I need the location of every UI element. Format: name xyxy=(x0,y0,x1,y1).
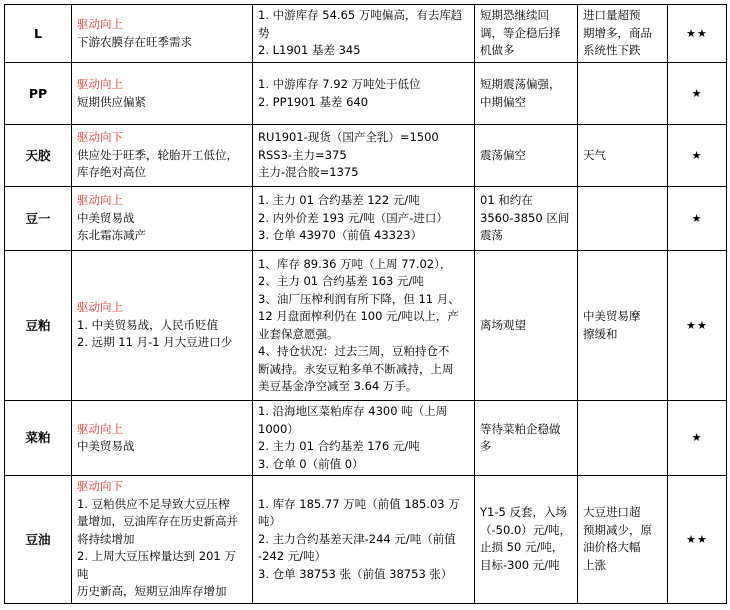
view-cell xyxy=(475,63,578,125)
risk-line: 进口量超预 xyxy=(583,8,641,23)
data-line: 1. 中游库存 7.92 万吨处于低位 xyxy=(258,77,421,91)
data-line: 业套保意愿强。 xyxy=(258,326,339,341)
data-line: 2. 内外价差 193 元/吨（国产-进口） xyxy=(258,210,448,225)
data-line: 2. L1901 基差 345 xyxy=(258,43,361,58)
driver-cell xyxy=(72,63,253,125)
data-line: 势 xyxy=(258,25,270,40)
table-row xyxy=(5,5,727,63)
view-line: 离场观望 xyxy=(480,317,526,332)
data-line: 2. 主力 01 合约基差 176 元/吨 xyxy=(258,439,420,453)
table-row xyxy=(5,251,727,401)
driver-direction: 驱动向上 xyxy=(77,17,123,31)
table-row xyxy=(5,401,727,476)
risk-cell xyxy=(578,5,668,63)
data-cell xyxy=(253,476,475,604)
view-line: 01 和约在 xyxy=(480,193,533,208)
table-row xyxy=(5,476,727,604)
risk-cell xyxy=(578,63,668,125)
commodity-name: 豆一 xyxy=(5,187,72,251)
risk-line: 天气 xyxy=(583,147,606,162)
data-line: 12 月盘面榨利仍在 100 元/吨以上，产 xyxy=(258,309,459,323)
view-cell xyxy=(475,125,578,187)
commodity-name: PP xyxy=(5,63,72,125)
risk-line: 擦缓和 xyxy=(583,326,618,341)
risk-line: 大豆进口超 xyxy=(583,505,641,520)
data-line: 1. 中游库存 54.65 万吨偏高，有去库趋 xyxy=(258,8,463,23)
data-line: 2、主力 01 合约基差 163 元/吨 xyxy=(258,274,424,288)
rating-stars: ★★ xyxy=(668,5,727,63)
data-cell xyxy=(253,187,475,251)
view-line: 目标-300 元/吨 xyxy=(480,557,560,572)
view-cell xyxy=(475,476,578,604)
data-line: 1. 沿海地区菜粕库存 4300 吨（上周 xyxy=(258,404,448,418)
view-line: 等待菜粕企稳做 xyxy=(480,421,561,436)
data-line: 断减持。永安豆粕多单不断减持，上周 xyxy=(258,361,454,376)
data-line: 3. 仓单 0（前值 0） xyxy=(258,456,364,471)
view-line: 中期偏空 xyxy=(480,94,526,109)
driver-line: 供应处于旺季，轮胎开工低位， xyxy=(77,147,238,162)
data-line: -242 元/吨） xyxy=(258,549,327,563)
data-line: 美豆基金净空减至 3.64 万手。 xyxy=(258,379,418,393)
data-line: 2. 主力合约基差天津-244 元/吨（前值 xyxy=(258,531,456,546)
risk-cell xyxy=(578,125,668,187)
driver-cell xyxy=(72,5,253,63)
rating-stars: ★★ xyxy=(668,476,727,604)
view-line: 震荡偏空 xyxy=(480,147,526,162)
driver-line: 1. 豆粕供应不足导致大豆压榨 xyxy=(77,496,230,511)
driver-direction: 驱动向下 xyxy=(77,130,123,145)
rating-stars: ★ xyxy=(668,63,727,125)
rating-stars: ★ xyxy=(668,187,727,251)
view-line: 短期恐继续回 xyxy=(480,8,549,23)
risk-line: 油价格大幅 xyxy=(583,540,641,555)
driver-line: 中美贸易战 xyxy=(77,210,135,225)
risk-line: 中美贸易摩 xyxy=(583,309,641,323)
data-line: 3、油厂压榨利润有所下降，但 11 月、 xyxy=(258,291,460,306)
rating-stars: ★ xyxy=(668,401,727,476)
data-line: 3. 仓单 38753 张（前值 38753 张） xyxy=(258,566,453,581)
data-cell xyxy=(253,251,475,401)
driver-line: 1. 中美贸易战，人民币贬值 xyxy=(77,317,219,332)
view-line: 短期震荡偏强， xyxy=(480,77,561,91)
view-line: Y1-5 反套，入场 xyxy=(480,505,567,520)
commodity-name: 豆粕 xyxy=(5,251,72,401)
commodity-name: 菜粕 xyxy=(5,401,72,476)
view-line: 调，等企稳后择 xyxy=(480,25,561,40)
driver-line: 中美贸易战 xyxy=(77,439,135,453)
driver-line: 下游农膜存在旺季需求 xyxy=(77,34,192,49)
view-line: 多 xyxy=(480,439,492,453)
data-line: 1000） xyxy=(258,421,299,436)
risk-line: 上涨 xyxy=(583,557,606,572)
data-line: 2. PP1901 基差 640 xyxy=(258,94,369,109)
risk-cell xyxy=(578,401,668,476)
data-line: 3. 仓单 43970（前值 43323） xyxy=(258,228,423,243)
data-cell xyxy=(253,401,475,476)
data-cell xyxy=(253,125,475,187)
driver-line: 量增加，豆油库存在历史新高并 xyxy=(77,514,238,528)
table-row xyxy=(5,63,727,125)
data-line: RU1901-现货（国产全乳）=1500 xyxy=(258,130,439,145)
driver-line: 库存绝对高位 xyxy=(77,165,146,180)
risk-line: 系统性下跌 xyxy=(583,43,641,58)
view-line: （-50.0）元/吨， xyxy=(480,522,572,537)
driver-direction: 驱动向下 xyxy=(77,479,123,493)
table-row xyxy=(5,125,727,187)
commodity-name: 天胶 xyxy=(5,125,72,187)
data-line: 主力-混合胶=1375 xyxy=(258,165,359,180)
data-cell xyxy=(253,5,475,63)
driver-cell xyxy=(72,401,253,476)
driver-direction: 驱动向上 xyxy=(77,193,123,208)
risk-line: 期增多，商品 xyxy=(583,25,652,40)
driver-cell xyxy=(72,476,253,604)
driver-line: 短期供应偏紧 xyxy=(77,94,146,109)
driver-line: 东北霜冻减产 xyxy=(77,228,146,243)
risk-cell xyxy=(578,251,668,401)
view-cell xyxy=(475,187,578,251)
driver-cell xyxy=(72,187,253,251)
view-cell xyxy=(475,401,578,476)
table-row xyxy=(5,187,727,251)
risk-cell xyxy=(578,187,668,251)
risk-cell xyxy=(578,476,668,604)
view-line: 震荡 xyxy=(480,228,503,243)
risk-line: 预期减少，原 xyxy=(583,522,652,537)
view-cell xyxy=(475,251,578,401)
view-cell xyxy=(475,5,578,63)
commodity-name: L xyxy=(5,5,72,63)
data-line: 4、持仓状况：过去三周，豆粕持仓不 xyxy=(258,344,450,358)
data-line: 1、库存 89.36 万吨（上周 77.02）， xyxy=(258,256,452,271)
commodity-table xyxy=(4,4,727,604)
commodity-name: 豆油 xyxy=(5,476,72,604)
driver-line: 将持续增加 xyxy=(77,531,135,546)
driver-direction: 驱动向上 xyxy=(77,77,123,91)
data-line: RSS3-主力=375 xyxy=(258,147,347,162)
view-line: 机做多 xyxy=(480,43,515,58)
driver-direction: 驱动向上 xyxy=(77,421,123,436)
data-line: 1. 主力 01 合约基差 122 元/吨 xyxy=(258,193,420,208)
driver-line: 2. 上周大豆压榨量达到 201 万吨 xyxy=(77,549,236,581)
view-line: 3560-3850 区间 xyxy=(480,210,570,225)
view-line: 止损 50 元/吨， xyxy=(480,540,564,555)
driver-line: 2. 远期 11 月-1 月大豆进口少 xyxy=(77,335,233,350)
driver-cell xyxy=(72,125,253,187)
driver-cell xyxy=(72,251,253,401)
data-cell xyxy=(253,63,475,125)
rating-stars: ★ xyxy=(668,125,727,187)
driver-line: 历史新高，短期豆油库存增加 xyxy=(77,584,227,598)
rating-stars: ★★ xyxy=(668,251,727,401)
data-line: 1. 库存 185.77 万吨（前值 185.03 万吨） xyxy=(258,496,460,528)
driver-direction: 驱动向上 xyxy=(77,300,123,315)
